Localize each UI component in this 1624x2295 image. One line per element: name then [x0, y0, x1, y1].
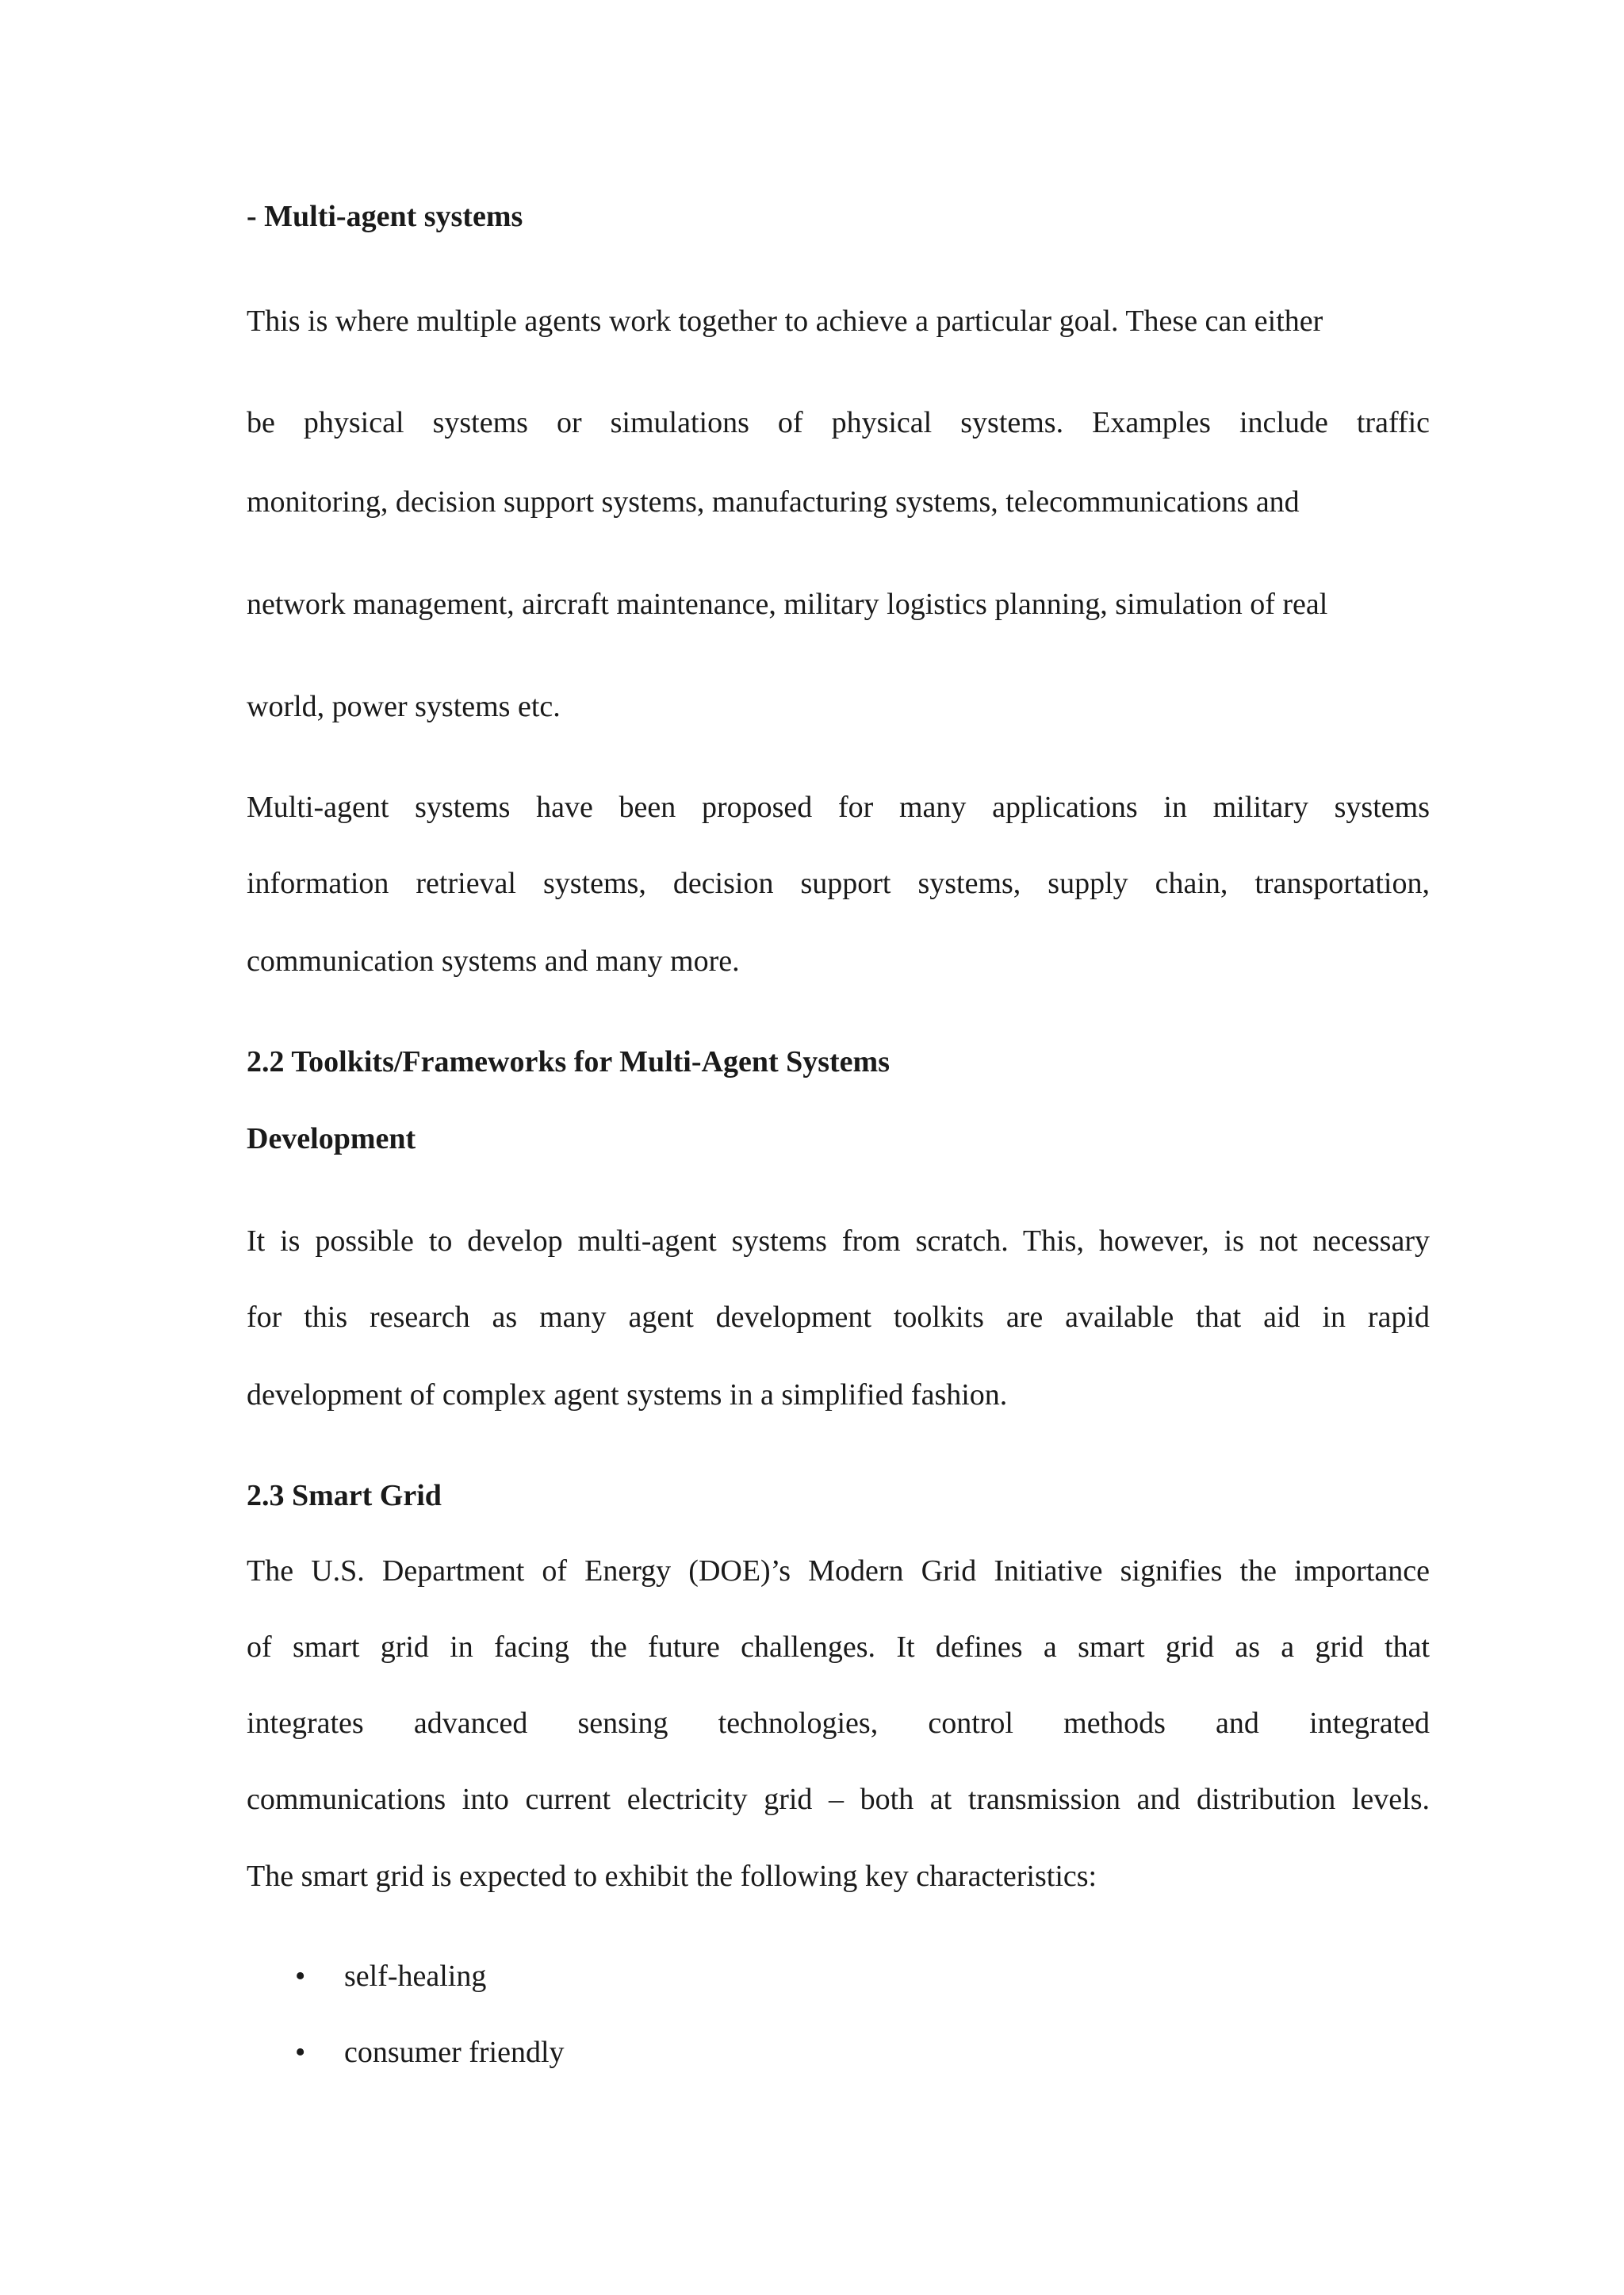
paragraph-line: Multi-agent systems have been proposed for many applications in military systems — [247, 791, 1430, 824]
paragraph-line: This is where multiple agents work together to achieve a particular goal. These can either — [247, 305, 1323, 338]
section-heading: 2.3 Smart Grid — [247, 1479, 442, 1512]
paragraph-line: The U.S. Department of Energy (DOE)’s Modern Grid Initiative signifies the importance — [247, 1554, 1430, 1588]
section-heading: Development — [247, 1122, 416, 1155]
paragraph-line: monitoring, decision support systems, manufacturing systems, telecommunications and — [247, 485, 1300, 519]
bullet-icon: • — [295, 1960, 306, 1993]
paragraph-line: communications into current electricity grid – both at transmission and distribution levels. — [247, 1783, 1430, 1816]
paragraph-line: for this research as many agent development toolkits are available that aid in rapid — [247, 1301, 1430, 1334]
paragraph-line: be physical systems or simulations of physical systems. Examples include traffic — [247, 406, 1430, 439]
paragraph-line: world, power systems etc. — [247, 690, 561, 723]
list-item: consumer friendly — [344, 2036, 565, 2069]
paragraph-line: information retrieval systems, decision support systems, supply chain, transportation, — [247, 867, 1430, 900]
paragraph-line: network management, aircraft maintenance, military logistics planning, simulation of real — [247, 588, 1328, 621]
bullet-icon: • — [295, 2036, 306, 2069]
paragraph-line: of smart grid in facing the future challenges. It defines a smart grid as a grid that — [247, 1630, 1430, 1664]
paragraph-line: It is possible to develop multi-agent systems from scratch. This, however, is not necessary — [247, 1224, 1430, 1258]
paragraph-line: communication systems and many more. — [247, 944, 740, 978]
paragraph-line: The smart grid is expected to exhibit the following key characteristics: — [247, 1860, 1097, 1893]
paragraph-line: integrates advanced sensing technologies, control methods and integrated — [247, 1707, 1430, 1740]
section-heading: 2.2 Toolkits/Frameworks for Multi-Agent Systems — [247, 1045, 890, 1079]
list-item: self-healing — [344, 1960, 487, 1993]
paragraph-line: development of complex agent systems in a simplified fashion. — [247, 1378, 1008, 1412]
section-heading: - Multi-agent systems — [247, 200, 523, 233]
